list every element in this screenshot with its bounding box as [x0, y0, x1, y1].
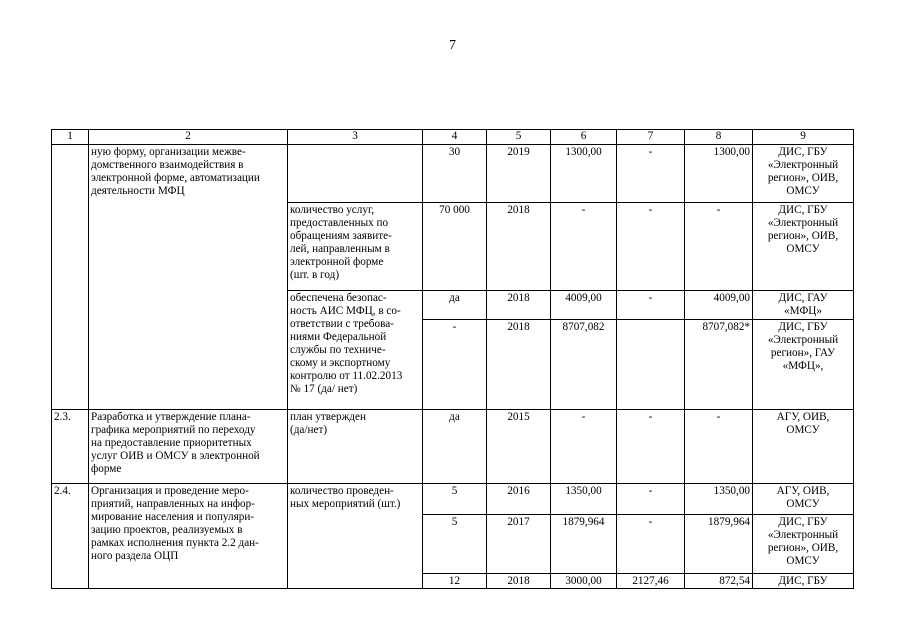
amount-total-cell: 4009,00: [551, 291, 617, 320]
amount-col8-cell: 1879,964: [685, 515, 753, 574]
year-cell: 2015: [487, 410, 551, 484]
executor-cell: АГУ, ОИВ, ОМСУ: [753, 410, 854, 484]
amount-col7-cell: [617, 320, 685, 410]
indicator-cell: план утвержден (да/нет): [288, 410, 423, 484]
executor-cell: ДИС, ГБУ «Электронный регион», ГАУ «МФЦ»,: [753, 320, 854, 410]
table-row: [52, 145, 854, 203]
amount-col8-cell: 872,54: [685, 574, 753, 589]
amount-total-cell: 1350,00: [551, 484, 617, 515]
year-cell: 2018: [487, 320, 551, 410]
table-row: [52, 484, 854, 515]
amount-col7-cell: -: [617, 291, 685, 320]
amount-col8-cell: 4009,00: [685, 291, 753, 320]
target-value-cell: да: [423, 410, 487, 484]
column-header: 9: [753, 130, 854, 145]
column-header: 2: [89, 130, 288, 145]
indicator-cell: [288, 145, 423, 203]
amount-col7-cell: -: [617, 145, 685, 203]
amount-col7-cell: 2127,46: [617, 574, 685, 589]
target-value-cell: 5: [423, 484, 487, 515]
description-cell: Организация и проведение меро- приятий, направленных на инфор- мирование населения и популяри- зацию проектов, реализуемых в рамках исполнения пункта 2.2 дан- ного раздела ОЦП: [89, 484, 288, 589]
amount-col8-cell: 8707,082*: [685, 320, 753, 410]
executor-cell: ДИС, ГАУ «МФЦ»: [753, 291, 854, 320]
amount-total-cell: 8707,082: [551, 320, 617, 410]
target-value-cell: -: [423, 320, 487, 410]
year-cell: 2016: [487, 484, 551, 515]
table-row: [52, 410, 854, 484]
row-number-cell: [52, 145, 89, 410]
target-value-cell: да: [423, 291, 487, 320]
amount-total-cell: 3000,00: [551, 574, 617, 589]
amount-col7-cell: -: [617, 515, 685, 574]
amount-total-cell: -: [551, 410, 617, 484]
target-value-cell: 12: [423, 574, 487, 589]
column-number-row: [52, 130, 854, 145]
column-header: 4: [423, 130, 487, 145]
amount-col8-cell: -: [685, 203, 753, 291]
year-cell: 2018: [487, 203, 551, 291]
column-header: 3: [288, 130, 423, 145]
amount-col8-cell: -: [685, 410, 753, 484]
executor-cell: ДИС, ГБУ «Электронный регион», ОИВ, ОМСУ: [753, 203, 854, 291]
executor-cell: ДИС, ГБУ: [753, 574, 854, 589]
amount-total-cell: 1300,00: [551, 145, 617, 203]
column-header: 7: [617, 130, 685, 145]
program-table: [51, 129, 854, 589]
target-value-cell: 5: [423, 515, 487, 574]
column-header: 1: [52, 130, 89, 145]
amount-col7-cell: -: [617, 484, 685, 515]
amount-col8-cell: 1300,00: [685, 145, 753, 203]
amount-col7-cell: -: [617, 203, 685, 291]
amount-total-cell: -: [551, 203, 617, 291]
description-cell: Разработка и утверждение плана- графика мероприятий по переходу на предоставление приоритетных услуг ОИВ и ОМСУ в электронной форме: [89, 410, 288, 484]
year-cell: 2018: [487, 574, 551, 589]
description-cell: ную форму, организации межве- домственного взаимодействия в электронной форме, автоматизации деятельности МФЦ: [89, 145, 288, 410]
executor-cell: АГУ, ОИВ, ОМСУ: [753, 484, 854, 515]
year-cell: 2018: [487, 291, 551, 320]
target-value-cell: 70 000: [423, 203, 487, 291]
year-cell: 2019: [487, 145, 551, 203]
indicator-cell: количество проведен- ных мероприятий (шт.): [288, 484, 423, 589]
indicator-cell: обеспечена безопас- ность АИС МФЦ, в со- ответствии с требова- ниями Федеральной службы по техниче- скому и экспортному контролю от 11.02.2013 № 17 (да/ нет): [288, 291, 423, 410]
amount-total-cell: 1879,964: [551, 515, 617, 574]
executor-cell: ДИС, ГБУ «Электронный регион», ОИВ, ОМСУ: [753, 145, 854, 203]
column-header: 5: [487, 130, 551, 145]
row-number-cell: 2.4.: [52, 484, 89, 589]
amount-col8-cell: 1350,00: [685, 484, 753, 515]
target-value-cell: 30: [423, 145, 487, 203]
column-header: 6: [551, 130, 617, 145]
column-header: 8: [685, 130, 753, 145]
indicator-cell: количество услуг, предоставленных по обращениям заявите- лей, направленным в электронной форме (шт. в год): [288, 203, 423, 291]
page-number: 7: [449, 38, 456, 53]
executor-cell: ДИС, ГБУ «Электронный регион», ОИВ, ОМСУ: [753, 515, 854, 574]
year-cell: 2017: [487, 515, 551, 574]
row-number-cell: 2.3.: [52, 410, 89, 484]
amount-col7-cell: -: [617, 410, 685, 484]
